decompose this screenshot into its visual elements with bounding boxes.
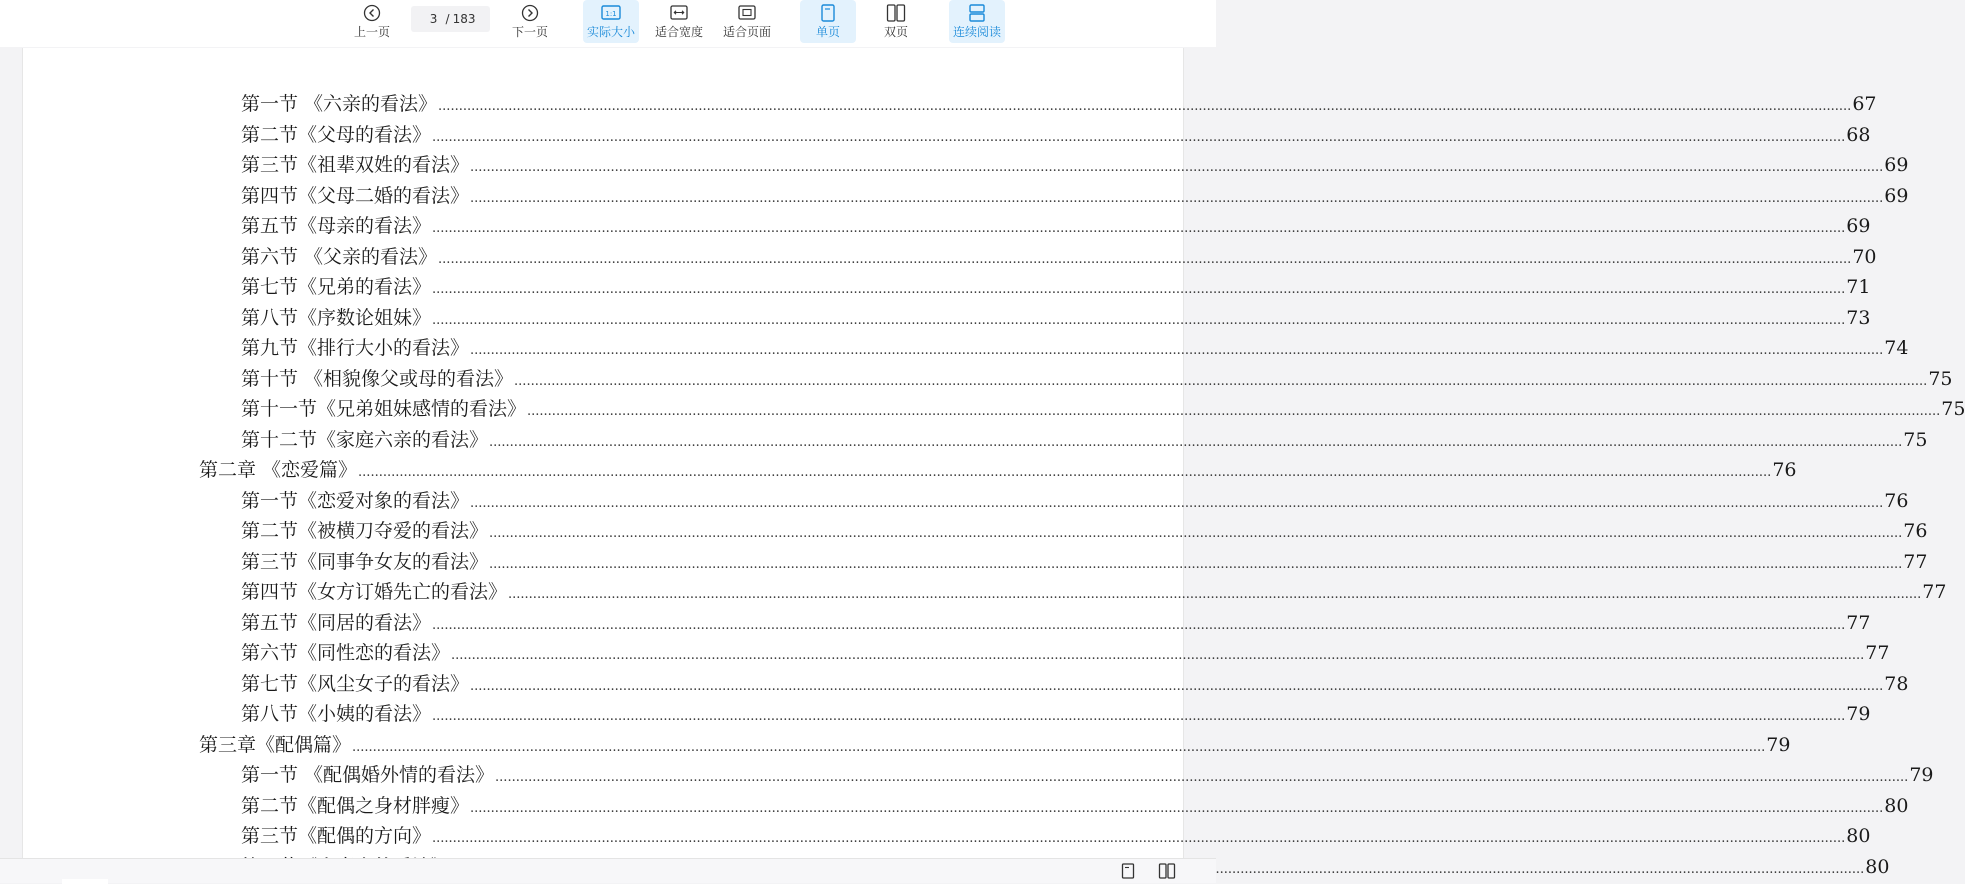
toc-leader-dots xyxy=(358,465,1771,480)
toc-entry-title: 第一节 《配偶婚外情的看法》 xyxy=(241,764,495,786)
total-pages: 183 xyxy=(452,12,476,26)
toc-entry-page: 69 xyxy=(1884,184,1909,207)
fit-page-button[interactable] xyxy=(720,0,774,43)
toc-entry-title: 第七节《风尘女子的看法》 xyxy=(241,672,470,695)
actual-size-button[interactable] xyxy=(583,0,639,43)
toc-entry-page: 78 xyxy=(1884,672,1909,695)
toc-section-row[interactable] xyxy=(241,120,1871,150)
toc-entry-title: 第四节《女方订婚先亡的看法》 xyxy=(241,581,508,603)
fit-width-icon xyxy=(669,3,689,23)
page-separator: / xyxy=(445,12,450,26)
toc-entry-page: 69 xyxy=(1846,215,1871,237)
toc-section-row[interactable] xyxy=(241,760,1934,790)
toc-entry-title: 第二章 《恋爱篇》 xyxy=(199,459,358,481)
toc-leader-dots xyxy=(470,496,1883,511)
toc-entry-title: 第四节《父母二婚的看法》 xyxy=(241,184,470,207)
toolbar xyxy=(0,0,1216,47)
toc-entry-title: 第三节《祖辈双姓的看法》 xyxy=(241,154,470,176)
toc-leader-dots xyxy=(470,191,1883,206)
toc-leader-dots xyxy=(432,618,1845,633)
toc-section-row[interactable] xyxy=(241,181,1909,211)
toc-section-row[interactable] xyxy=(241,303,1871,333)
prev-page-button[interactable] xyxy=(350,0,394,43)
toc-section-row[interactable] xyxy=(241,638,1890,668)
toc-leader-dots xyxy=(432,130,1845,145)
toc-entry-page: 80 xyxy=(1884,794,1909,817)
toc-entry-title: 第六节《同性恋的看法》 xyxy=(241,642,451,664)
toc-entry-title: 第五节《母亲的看法》 xyxy=(241,215,432,237)
toc-section-row[interactable] xyxy=(241,486,1909,516)
toc-entry-title: 第八节《序数论姐妹》 xyxy=(241,306,432,329)
toc-leader-dots xyxy=(470,679,1883,694)
toc-entry-title: 第一节 《六亲的看法》 xyxy=(241,93,438,115)
toc-entry-title: 第十一节《兄弟姐妹感情的看法》 xyxy=(241,398,527,420)
single-page-icon xyxy=(818,3,838,23)
actual-size-icon xyxy=(601,3,621,23)
toc-entry-page: 79 xyxy=(1846,703,1871,725)
toc-entry-title: 第三节《配偶的方向》 xyxy=(241,825,432,847)
toc-entry-page: 74 xyxy=(1884,337,1909,359)
toc-entry-page: 67 xyxy=(1852,93,1877,115)
document-page xyxy=(22,48,1965,878)
toc-section-row[interactable] xyxy=(241,516,1928,546)
toc-entry-title: 第十二节《家庭六亲的看法》 xyxy=(241,428,489,451)
toc-section-row[interactable] xyxy=(241,211,1871,241)
chevron-left-circle-icon xyxy=(362,3,382,23)
svg-text:1:1: 1:1 xyxy=(605,10,617,18)
toc-entry-title: 第二节《被横刀夺爱的看法》 xyxy=(241,520,489,542)
toc-leader-dots xyxy=(432,313,1845,328)
toc-leader-dots xyxy=(489,526,1902,541)
toc-entry-page: 76 xyxy=(1884,489,1909,512)
toc-entry-page: 76 xyxy=(1903,520,1928,542)
toc-entry-title: 第十节 《相貌像父或母的看法》 xyxy=(241,367,514,390)
toc-entry-page: 76 xyxy=(1772,459,1797,481)
toc-leader-dots xyxy=(495,770,1908,785)
toc-leader-dots xyxy=(451,648,1864,663)
toc-entry-page: 75 xyxy=(1928,367,1953,390)
toc-entry-title: 第六节 《父亲的看法》 xyxy=(241,245,438,268)
toc-section-row[interactable] xyxy=(241,333,1909,363)
single-page-view-icon[interactable] xyxy=(1120,863,1138,879)
continuous-reading-label: 连续阅读 xyxy=(952,25,1001,39)
toc-section-row[interactable] xyxy=(241,608,1871,638)
fit-width-label: 适合宽度 xyxy=(654,25,703,39)
single-page-label: 单页 xyxy=(815,25,840,39)
toc-section-row[interactable] xyxy=(241,425,1928,455)
toc-leader-dots xyxy=(470,343,1883,358)
toc-entry-page: 79 xyxy=(1909,764,1934,786)
toc-entry-page: 79 xyxy=(1766,733,1791,756)
double-page-view-icon[interactable] xyxy=(1158,863,1176,879)
toc-entry-page: 77 xyxy=(1865,642,1890,664)
fit-width-button[interactable] xyxy=(652,0,706,43)
toc-entry-title: 第九节《排行大小的看法》 xyxy=(241,337,470,359)
toc-entry-page: 73 xyxy=(1846,306,1871,329)
toc-entry-page: 71 xyxy=(1846,276,1871,298)
toc-leader-dots xyxy=(352,740,1765,755)
toc-section-row[interactable] xyxy=(241,364,1953,394)
toc-entry-page: 77 xyxy=(1922,581,1947,603)
toc-leader-dots xyxy=(527,404,1940,419)
toc-entry-page: 80 xyxy=(1846,825,1871,847)
toc-leader-dots xyxy=(432,709,1845,724)
toc-entry-page: 75 xyxy=(1941,398,1965,420)
toc-leader-dots xyxy=(432,282,1845,297)
toc-section-row[interactable] xyxy=(241,699,1871,729)
page-indicator xyxy=(411,6,490,32)
toc-entry-title: 第八节《小姨的看法》 xyxy=(241,703,432,725)
double-page-icon xyxy=(886,3,906,23)
current-page-input[interactable]: 3 xyxy=(429,12,438,26)
toc-leader-dots xyxy=(470,801,1883,816)
next-page-button[interactable] xyxy=(508,0,552,43)
toc-section-row[interactable] xyxy=(241,272,1871,302)
fit-page-label: 适合页面 xyxy=(722,25,771,39)
double-page-label: 双页 xyxy=(883,25,908,39)
toc-leader-dots xyxy=(438,99,1851,114)
toc-entry-page: 68 xyxy=(1846,123,1871,146)
toc-section-row[interactable] xyxy=(241,89,1877,119)
toc-section-row[interactable] xyxy=(241,150,1909,180)
toc-leader-dots xyxy=(432,221,1845,236)
toc-section-row[interactable] xyxy=(241,791,1909,821)
toc-entry-title: 第二节《父母的看法》 xyxy=(241,123,432,146)
toc-entry-title: 第三章《配偶篇》 xyxy=(199,733,352,756)
toc-entry-page: 70 xyxy=(1852,245,1877,268)
double-page-button[interactable] xyxy=(870,0,922,43)
toc-section-row[interactable] xyxy=(241,821,1871,851)
prev-page-label: 上一页 xyxy=(353,25,390,39)
continuous-reading-button[interactable] xyxy=(949,0,1005,43)
toc-entry-page: 77 xyxy=(1846,611,1871,634)
page-tab xyxy=(62,879,108,884)
fit-page-icon xyxy=(737,3,757,23)
toc-leader-dots xyxy=(432,831,1845,846)
actual-size-label: 实际大小 xyxy=(586,25,635,39)
toc-leader-dots xyxy=(508,587,1921,602)
toc-section-row[interactable] xyxy=(241,577,1947,607)
toc-section-row[interactable] xyxy=(241,242,1877,272)
toc-entry-title: 第七节《兄弟的看法》 xyxy=(241,276,432,298)
toc-leader-dots xyxy=(470,160,1883,175)
toc-entry-page: 77 xyxy=(1903,550,1928,573)
toc-section-row[interactable] xyxy=(241,394,1965,424)
status-bar xyxy=(0,858,1216,883)
toc-entry-page: 69 xyxy=(1884,154,1909,176)
continuous-reading-icon xyxy=(967,3,987,23)
toc-chapter-row[interactable] xyxy=(199,730,1791,760)
toc-section-row[interactable] xyxy=(241,669,1909,699)
toc-entry-page: 75 xyxy=(1903,428,1928,451)
toc-entry-title: 第一节《恋爱对象的看法》 xyxy=(241,489,470,512)
toc-section-row[interactable] xyxy=(241,547,1928,577)
toc-entry-page: 80 xyxy=(1865,855,1890,878)
toc-entry-title: 第三节《同事争女友的看法》 xyxy=(241,550,489,573)
chevron-right-circle-icon xyxy=(520,3,540,23)
next-page-label: 下一页 xyxy=(511,25,548,39)
toc-entry-title: 第二节《配偶之身材胖瘦》 xyxy=(241,794,470,817)
toc-leader-dots xyxy=(438,252,1851,267)
toc-chapter-row[interactable] xyxy=(199,455,1797,485)
single-page-button[interactable] xyxy=(800,0,856,43)
toc-leader-dots xyxy=(514,374,1927,389)
toc-leader-dots xyxy=(489,435,1902,450)
toc-entry-title: 第五节《同居的看法》 xyxy=(241,611,432,634)
toc-leader-dots xyxy=(489,557,1902,572)
